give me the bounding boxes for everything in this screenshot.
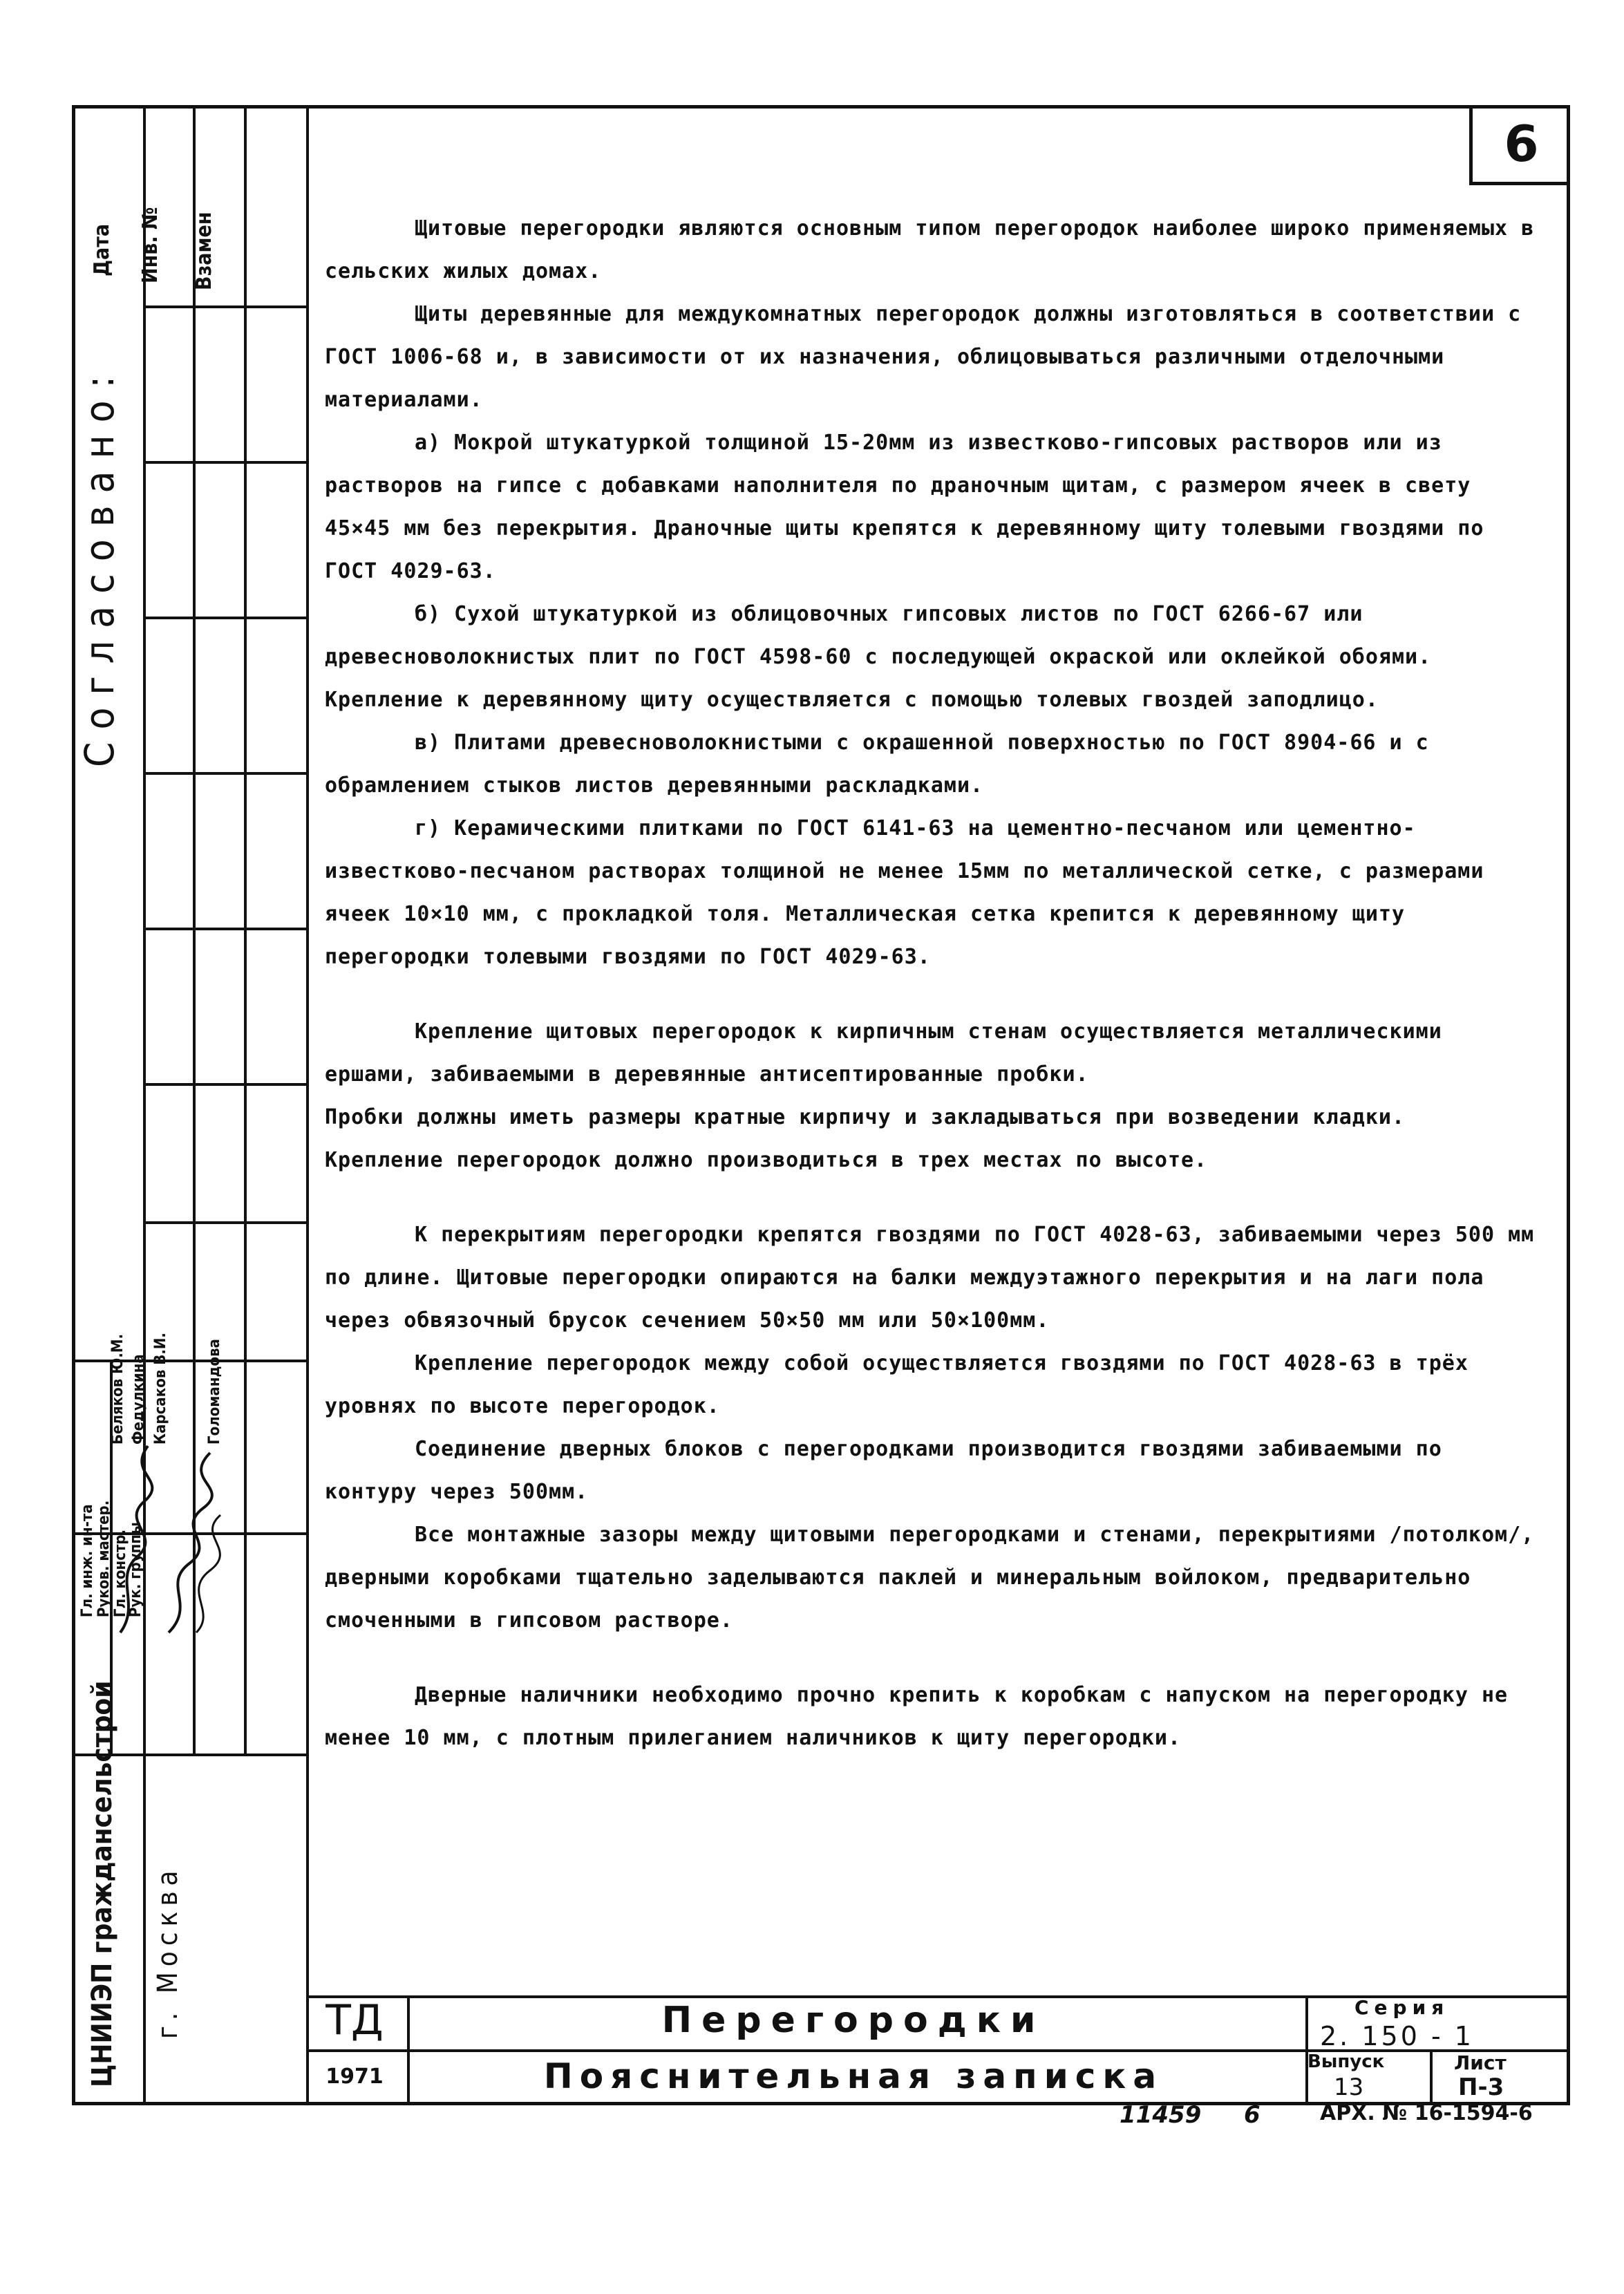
signature-column-line	[244, 1360, 247, 1754]
signature-scribbles	[155, 1425, 232, 1644]
doc-code: ТД	[325, 1996, 384, 2044]
paragraph: Пробки должны иметь размеры кратные кирпичу и закладываться при возведении кладки.	[325, 1105, 1406, 1129]
signature-scribbles	[106, 1425, 162, 1644]
paragraph: К перекрытиям перегородки крепятся гвоздями по ГОСТ 4028-63, забиваемыми через 500 мм по длине. Щитовые перегородки опираются на балки междуэтажного перекрытия и на лаги пола через обвязочный брусок сечением 50×50 мм или 50×100мм.	[325, 1223, 1535, 1333]
paragraph: Щиты деревянные для междукомнатных перегородок должны изготовляться в соответствии с ГОСТ 1006-68 и, в зависимости от их назначения, облицовываться различными отделочными материалами.	[325, 302, 1522, 412]
margin-row-line	[143, 928, 306, 930]
sheet-value: П-3	[1458, 2074, 1504, 2101]
approval-label: Согласовано:	[76, 363, 123, 767]
sign-name: Федулкина	[130, 1354, 147, 1445]
inventory-number: 11459	[1120, 2101, 1202, 2129]
paragraph: в) Плитами древесноволокнистыми с окрашенной поверхностью по ГОСТ 8904-66 и с обрамлением стыков листов деревянными раскладками.	[325, 731, 1429, 798]
sign-name: Карсаков В.И.	[152, 1333, 169, 1445]
series-label: Серия	[1354, 1996, 1450, 2019]
sign-role: Руков. мастер.	[95, 1500, 113, 1617]
sign-role: Гл. инж. ин-та	[79, 1504, 96, 1617]
paragraph: Дверные наличники необходимо прочно крепить к коробкам с напуском на перегородку не менее 10 мм, с плотным прилеганием наличников к щиту перегородки.	[325, 1683, 1509, 1750]
paragraph: г) Керамическими плитками по ГОСТ 6141-63 на цементно-песчаном или цементно-известково-песчаном растворах толщиной не менее 15мм по металлической сетке, с размерами ячеек 10×10 мм, с прокладкой толя. Металлическая сетка крепится к деревянному щиту перегородки толевыми гвоздями по ГОСТ 4029-63.	[325, 816, 1484, 969]
paragraph: б) Сухой штукатуркой из облицовочных гипсовых листов по ГОСТ 6266-67 или древесноволокнистых плит по ГОСТ 4598-60 с последующей окраской или оклейкой обоями. Крепление к деревянному щиту осуществляется с помощью толевых гвоздей заподлицо.	[325, 602, 1432, 712]
title-block-line	[1430, 2049, 1433, 2102]
paragraph: Крепление перегородок между собой осуществляется гвоздями по ГОСТ 4028-63 в трёх уровнях по высоте перегородок.	[325, 1351, 1469, 1418]
sign-role: Рук. группы	[127, 1522, 144, 1617]
paragraph: Щитовые перегородки являются основным типом перегородок наиболее широко применяемых в сельских жилых домах.	[325, 216, 1535, 283]
title-block-line	[1305, 1995, 1308, 2102]
margin-column-line	[143, 109, 146, 2102]
margin-header-replaced: Взамен	[192, 211, 216, 290]
sheet-label: Лист	[1454, 2051, 1507, 2074]
paragraph: Все монтажные зазоры между щитовыми перегородками и стенами, перекрытиями /потолком/, дверными коробками тщательно заделываются паклей и минеральным войлоком, предварительно смоченными в гипсовом растворе.	[325, 1523, 1535, 1633]
margin-column-line	[244, 109, 247, 1360]
series-value: 2. 150 - 1	[1320, 2021, 1474, 2051]
sign-role: Гл. констр.	[112, 1529, 129, 1617]
archive-number: АРХ. № 16-1594-6	[1320, 2101, 1533, 2125]
paragraph: Крепление перегородок должно производиться в трех местах по высоте.	[325, 1148, 1208, 1172]
margin-row-line	[143, 305, 306, 308]
margin-row-line	[143, 617, 306, 619]
doc-year: 1971	[325, 2064, 384, 2089]
paragraph: а) Мокрой штукатуркой толщиной 15-20мм из известково-гипсовых растворов или из растворов на гипсе с добавками наполнителя по драночным щитам, с размером ячеек в свету 45×45 мм без перекрытия. Драночные щиты крепятся к деревянному щиту толевыми гвоздями по ГОСТ 4029-63.	[325, 431, 1484, 583]
margin-row-line	[143, 1083, 306, 1086]
sign-name: Беляков Ю.М.	[109, 1333, 126, 1445]
sheet-number: 6	[1469, 105, 1570, 185]
margin-column-line	[193, 109, 196, 1360]
issue-value: 13	[1334, 2074, 1364, 2101]
margin-header-date: Дата	[90, 223, 114, 276]
margin-row-line	[143, 461, 306, 464]
document-body	[325, 207, 1541, 1760]
paragraph: Соединение дверных блоков с перегородками производится гвоздями забиваемыми по контуру через 500мм.	[325, 1437, 1442, 1504]
organization-name: ЦНИИЭП граждансельстрой	[86, 1680, 118, 2087]
issue-label: Выпуск	[1307, 2051, 1385, 2072]
sign-name: Голомандова	[206, 1339, 223, 1445]
page-number: 6	[1244, 2101, 1261, 2129]
margin-header-inv: Инв. №	[138, 207, 162, 283]
doc-title: Перегородки	[661, 2000, 1046, 2041]
doc-subtitle: Пояснительная записка	[543, 2056, 1164, 2096]
paragraph: Крепление щитовых перегородок к кирпичным стенам осуществляется металлическими ершами, забиваемыми в деревянные антисептированные пробки.	[325, 1019, 1442, 1087]
margin-row-line	[143, 1221, 306, 1224]
margin-column-line	[306, 109, 309, 2102]
margin-row-line	[143, 772, 306, 775]
organization-city: г. Москва	[152, 1865, 184, 2039]
